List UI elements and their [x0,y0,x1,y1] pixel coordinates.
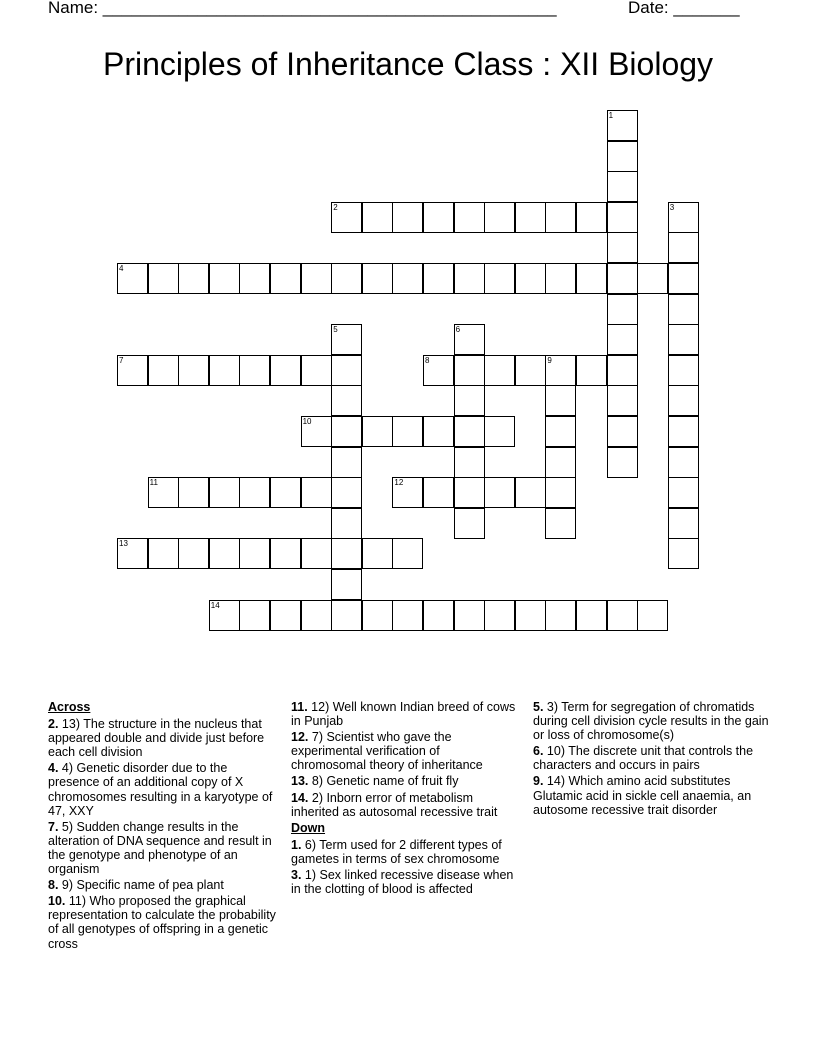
clue-number: 14 [210,600,220,610]
crossword-cell[interactable] [117,263,148,294]
crossword-cell[interactable] [576,263,607,294]
crossword-cell[interactable] [607,600,638,631]
crossword-cell[interactable] [362,416,393,447]
crossword-cell[interactable] [607,263,638,294]
clue-number: 2 [333,202,338,212]
crossword-cell[interactable] [423,263,454,294]
crossword-cell[interactable] [270,538,301,569]
crossword-cell[interactable] [239,355,270,386]
page-title: Principles of Inheritance Class : XII Biology [102,46,714,82]
crossword-cell[interactable] [454,600,485,631]
across-clue-12: 12. 7) Scientist who gave the experimental verification of chromosomal theory of inheritance [291,730,483,773]
crossword-cell[interactable] [239,538,270,569]
clue-number: 1 [608,111,614,120]
clue-number: 12 [394,478,404,488]
crossword-cell[interactable] [270,355,301,386]
crossword-cell[interactable] [668,294,699,325]
crossword-cell[interactable] [454,324,485,355]
crossword-cell[interactable] [454,263,485,294]
crossword-cell[interactable] [178,263,209,294]
crossword-cell[interactable] [209,600,240,631]
clue-number: 4 [119,264,124,273]
crossword-cell[interactable] [668,447,699,478]
crossword-cell[interactable] [576,600,607,631]
crossword-cell[interactable] [148,263,179,294]
crossword-cell[interactable] [331,600,362,631]
crossword-cell[interactable] [117,538,148,569]
clue-number: 5 [333,325,338,335]
crossword-cell[interactable] [607,355,638,386]
crossword-cell[interactable] [331,569,362,600]
down-clue-6: 6. 10) The discrete unit that controls the characters and occurs in pairs [533,744,754,773]
crossword-cell[interactable] [331,324,362,355]
crossword-cell[interactable] [607,110,638,141]
down-heading: Down [291,820,326,835]
crossword-cell[interactable] [668,508,699,539]
crossword-cell[interactable] [392,538,423,569]
crossword-cell[interactable] [515,600,546,631]
across-clue-7: 7. 5) Sudden change results in the alteration of DNA sequence and result in the genotype and phenotype of an organism [48,819,272,877]
clue-number: 6 [455,325,461,335]
crossword-cell[interactable] [454,416,485,447]
crossword-cell[interactable] [484,202,515,233]
crossword-cell[interactable] [454,355,485,386]
down-clue-3: 3. 1) Sex linked recessive disease when in the clotting of blood is affected [291,868,514,897]
crossword-cell[interactable] [117,355,148,386]
down-clue-9: 9. 14) Which amino acid substitutes Glutamic acid in sickle cell anaemia, an autosome recessive trait disorder [533,774,752,817]
crossword-cell[interactable] [362,538,393,569]
crossword-cell[interactable] [178,355,209,386]
crossword-cell[interactable] [484,416,515,447]
crossword-cell[interactable] [301,355,332,386]
crossword-cell[interactable] [607,202,638,233]
crossword-cell[interactable] [545,202,576,233]
crossword-cell[interactable] [331,477,362,508]
crossword-cell[interactable] [392,477,423,508]
crossword-cell[interactable] [331,202,362,233]
crossword-cell[interactable] [331,538,362,569]
crossword-cell[interactable] [331,508,362,539]
crossword-cell[interactable] [454,202,485,233]
crossword-cell[interactable] [301,477,332,508]
crossword-cell[interactable] [545,385,576,416]
crossword-cell[interactable] [301,538,332,569]
crossword-cell[interactable] [668,385,699,416]
crossword-cell[interactable] [668,477,699,508]
crossword-cell[interactable] [454,477,485,508]
crossword-cell[interactable] [392,263,423,294]
crossword-cell[interactable] [239,600,270,631]
date-field-label: Date: _______ [628,0,740,17]
crossword-cell[interactable] [301,600,332,631]
crossword-cell[interactable] [423,600,454,631]
crossword-cell[interactable] [423,477,454,508]
crossword-cell[interactable] [392,202,423,233]
crossword-cell[interactable] [392,600,423,631]
clue-number: 13 [119,539,128,549]
crossword-cell[interactable] [545,263,576,294]
crossword-cell[interactable] [545,355,576,386]
clue-number: 8 [425,355,430,365]
crossword-cell[interactable] [515,355,546,386]
clues-column-1 [48,700,280,953]
crossword-cell[interactable] [423,355,454,386]
crossword-cell[interactable] [637,600,668,631]
crossword-cell[interactable] [270,600,301,631]
crossword-cell[interactable] [607,232,638,263]
crossword-cell[interactable] [209,538,240,569]
clue-number: 10 [302,417,312,426]
crossword-cell[interactable] [668,263,699,294]
crossword-cell[interactable] [668,232,699,263]
crossword-cell[interactable] [362,202,393,233]
crossword-cell[interactable] [668,416,699,447]
crossword-cell[interactable] [362,600,393,631]
crossword-cell[interactable] [209,477,240,508]
across-clue-8: 8. 9) Specific name of pea plant [48,878,224,893]
down-clue-1: 1. 6) Term used for 2 different types of gametes in terms of sex chromosome [291,837,502,866]
crossword-cell[interactable] [484,355,515,386]
across-clue-2: 2. 13) The structure in the nucleus that appeared double and divide just before each cell division [48,717,265,760]
crossword-cell[interactable] [239,477,270,508]
crossword-cell[interactable] [607,416,638,447]
crossword-cell[interactable] [484,600,515,631]
clue-number: 9 [547,355,552,365]
crossword-cell[interactable] [209,355,240,386]
crossword-cell[interactable] [331,385,362,416]
crossword-cell[interactable] [668,355,699,386]
name-field-label: Name: ________________________________________________ [48,0,557,17]
crossword-cell[interactable] [454,385,485,416]
crossword-cell[interactable] [607,385,638,416]
crossword-cell[interactable] [331,416,362,447]
crossword-cell[interactable] [637,263,668,294]
crossword-cell[interactable] [270,477,301,508]
crossword-cell[interactable] [545,416,576,447]
crossword-cell[interactable] [545,447,576,478]
crossword-cell[interactable] [515,263,546,294]
crossword-cell[interactable] [423,416,454,447]
crossword-cell[interactable] [423,202,454,233]
crossword-cell[interactable] [270,263,301,294]
crossword-cell[interactable] [239,263,270,294]
crossword-cell[interactable] [484,477,515,508]
crossword-cell[interactable] [545,508,576,539]
across-clue-10: 10. 11) Who proposed the graphical representation to calculate the probability of all genotypes of offspring in a genetic cross [48,894,276,951]
crossword-cell[interactable] [331,447,362,478]
crossword-cell[interactable] [178,477,209,508]
crossword-cell[interactable] [576,355,607,386]
across-clue-11: 11. 12) Well known Indian breed of cows in Punjab [291,700,516,729]
crossword-cell[interactable] [148,477,179,508]
across-clue-14: 14. 2) Inborn error of metabolism inherited as autosomal recessive trait [291,790,498,819]
crossword-cell[interactable] [668,324,699,355]
crossword-cell[interactable] [576,202,607,233]
clues-column-2 [291,700,516,898]
crossword-cell[interactable] [515,477,546,508]
crossword-cell[interactable] [454,447,485,478]
across-clue-4: 4. 4) Genetic disorder due to the presence of an additional copy of X chromosomes resulting in a karyotype of 47, XXY [48,761,273,818]
crossword-cell[interactable] [454,508,485,539]
crossword-cell[interactable] [607,447,638,478]
crossword-cell[interactable] [607,141,638,172]
crossword-cell[interactable] [545,477,576,508]
crossword-cell[interactable] [148,538,179,569]
clue-number: 3 [669,202,675,212]
clues-column-3 [533,700,771,819]
crossword-cell[interactable] [148,355,179,386]
crossword-cell[interactable] [301,263,332,294]
crossword-cell[interactable] [392,416,423,447]
across-clue-13: 13. 8) Genetic name of fruit fly [291,774,459,789]
crossword-cell[interactable] [331,355,362,386]
crossword-cell[interactable] [607,171,638,202]
clue-number: 11 [149,478,158,488]
across-heading: Across [48,700,91,714]
crossword-cell[interactable] [668,202,699,233]
crossword-cell[interactable] [362,263,393,294]
crossword-cell[interactable] [301,416,332,447]
crossword-cell[interactable] [484,263,515,294]
crossword-cell[interactable] [209,263,240,294]
crossword-cell[interactable] [178,538,209,569]
crossword-cell[interactable] [515,202,546,233]
clue-number: 7 [119,355,124,365]
crossword-cell[interactable] [545,600,576,631]
crossword-cell[interactable] [668,538,699,569]
crossword-cell[interactable] [607,324,638,355]
down-clue-5: 5. 3) Term for segregation of chromatids during cell division cycle results in the gain or loss of chromosome(s) [533,700,769,743]
crossword-cell[interactable] [607,294,638,325]
crossword-cell[interactable] [331,263,362,294]
